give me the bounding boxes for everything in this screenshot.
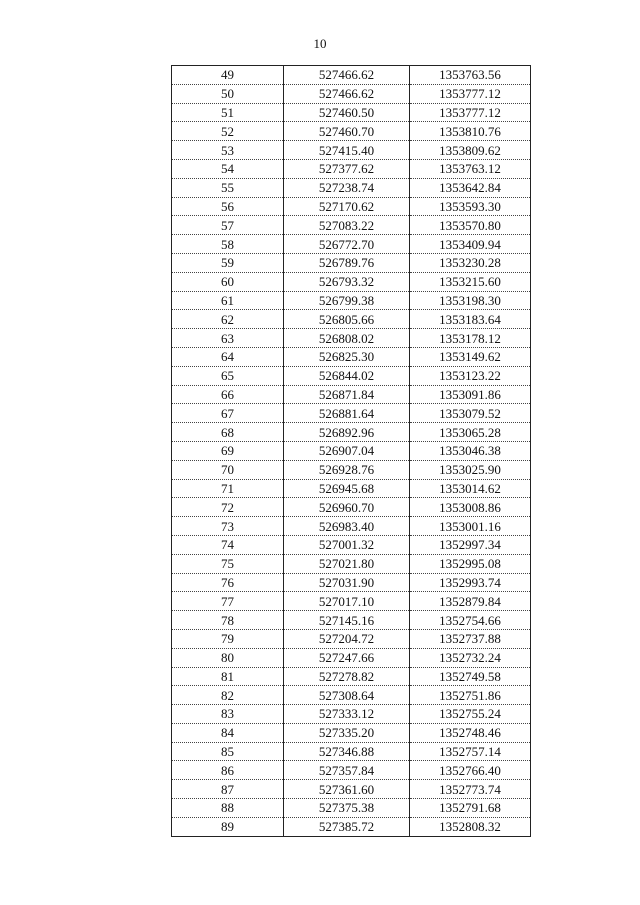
point-number-cell: 71 bbox=[172, 479, 284, 498]
x-coordinate-cell: 526871.84 bbox=[284, 385, 410, 404]
table-row bbox=[172, 235, 531, 254]
table-row bbox=[172, 310, 531, 329]
y-coordinate-cell: 1352997.34 bbox=[410, 535, 531, 554]
point-number-cell: 64 bbox=[172, 347, 284, 366]
table-row bbox=[172, 592, 531, 611]
point-number-cell: 66 bbox=[172, 385, 284, 404]
table-row bbox=[172, 66, 531, 85]
y-coordinate-cell: 1353046.38 bbox=[410, 441, 531, 460]
point-number-cell: 54 bbox=[172, 159, 284, 178]
y-coordinate-cell: 1353123.22 bbox=[410, 366, 531, 385]
x-coordinate-cell: 527308.64 bbox=[284, 686, 410, 705]
x-coordinate-cell: 526805.66 bbox=[284, 310, 410, 329]
table-row bbox=[172, 742, 531, 761]
point-number-cell: 69 bbox=[172, 441, 284, 460]
x-coordinate-cell: 527204.72 bbox=[284, 629, 410, 648]
y-coordinate-cell: 1352732.24 bbox=[410, 648, 531, 667]
x-coordinate-cell: 527017.10 bbox=[284, 592, 410, 611]
point-number-cell: 61 bbox=[172, 291, 284, 310]
y-coordinate-cell: 1353198.30 bbox=[410, 291, 531, 310]
table-row bbox=[172, 517, 531, 536]
x-coordinate-cell: 527001.32 bbox=[284, 535, 410, 554]
table-row bbox=[172, 441, 531, 460]
coordinates-table-body bbox=[172, 66, 531, 837]
table-row bbox=[172, 216, 531, 235]
point-number-cell: 57 bbox=[172, 216, 284, 235]
y-coordinate-cell: 1353065.28 bbox=[410, 423, 531, 442]
x-coordinate-cell: 526945.68 bbox=[284, 479, 410, 498]
y-coordinate-cell: 1352754.66 bbox=[410, 611, 531, 630]
point-number-cell: 82 bbox=[172, 686, 284, 705]
y-coordinate-cell: 1353763.12 bbox=[410, 159, 531, 178]
point-number-cell: 59 bbox=[172, 253, 284, 272]
table-row bbox=[172, 479, 531, 498]
point-number-cell: 86 bbox=[172, 761, 284, 780]
x-coordinate-cell: 526825.30 bbox=[284, 347, 410, 366]
x-coordinate-cell: 526960.70 bbox=[284, 498, 410, 517]
coordinates-table bbox=[171, 65, 531, 837]
table-row bbox=[172, 629, 531, 648]
table-row bbox=[172, 404, 531, 423]
table-row bbox=[172, 780, 531, 799]
point-number-cell: 77 bbox=[172, 592, 284, 611]
table-row bbox=[172, 253, 531, 272]
table-row bbox=[172, 197, 531, 216]
point-number-cell: 50 bbox=[172, 84, 284, 103]
x-coordinate-cell: 527021.80 bbox=[284, 554, 410, 573]
x-coordinate-cell: 526772.70 bbox=[284, 235, 410, 254]
point-number-cell: 76 bbox=[172, 573, 284, 592]
x-coordinate-cell: 527415.40 bbox=[284, 141, 410, 160]
y-coordinate-cell: 1353001.16 bbox=[410, 517, 531, 536]
y-coordinate-cell: 1352879.84 bbox=[410, 592, 531, 611]
point-number-cell: 88 bbox=[172, 799, 284, 818]
x-coordinate-cell: 526844.02 bbox=[284, 366, 410, 385]
table-row bbox=[172, 178, 531, 197]
x-coordinate-cell: 527278.82 bbox=[284, 667, 410, 686]
x-coordinate-cell: 527460.70 bbox=[284, 122, 410, 141]
table-row bbox=[172, 667, 531, 686]
y-coordinate-cell: 1352791.68 bbox=[410, 799, 531, 818]
point-number-cell: 84 bbox=[172, 723, 284, 742]
point-number-cell: 81 bbox=[172, 667, 284, 686]
point-number-cell: 70 bbox=[172, 460, 284, 479]
x-coordinate-cell: 526793.32 bbox=[284, 272, 410, 291]
point-number-cell: 55 bbox=[172, 178, 284, 197]
table-row bbox=[172, 84, 531, 103]
y-coordinate-cell: 1353777.12 bbox=[410, 103, 531, 122]
y-coordinate-cell: 1353014.62 bbox=[410, 479, 531, 498]
table-row bbox=[172, 460, 531, 479]
y-coordinate-cell: 1352751.86 bbox=[410, 686, 531, 705]
table-row bbox=[172, 329, 531, 348]
point-number-cell: 53 bbox=[172, 141, 284, 160]
y-coordinate-cell: 1353178.12 bbox=[410, 329, 531, 348]
y-coordinate-cell: 1353570.80 bbox=[410, 216, 531, 235]
y-coordinate-cell: 1352773.74 bbox=[410, 780, 531, 799]
table-row bbox=[172, 159, 531, 178]
x-coordinate-cell: 527170.62 bbox=[284, 197, 410, 216]
point-number-cell: 83 bbox=[172, 705, 284, 724]
x-coordinate-cell: 527385.72 bbox=[284, 817, 410, 836]
y-coordinate-cell: 1352749.58 bbox=[410, 667, 531, 686]
y-coordinate-cell: 1353810.76 bbox=[410, 122, 531, 141]
y-coordinate-cell: 1353008.86 bbox=[410, 498, 531, 517]
table-row bbox=[172, 686, 531, 705]
y-coordinate-cell: 1353149.62 bbox=[410, 347, 531, 366]
point-number-cell: 62 bbox=[172, 310, 284, 329]
y-coordinate-cell: 1352808.32 bbox=[410, 817, 531, 836]
y-coordinate-cell: 1353809.62 bbox=[410, 141, 531, 160]
y-coordinate-cell: 1353183.64 bbox=[410, 310, 531, 329]
y-coordinate-cell: 1353079.52 bbox=[410, 404, 531, 423]
y-coordinate-cell: 1353409.94 bbox=[410, 235, 531, 254]
table-row bbox=[172, 141, 531, 160]
x-coordinate-cell: 527031.90 bbox=[284, 573, 410, 592]
page-number: 10 bbox=[313, 36, 327, 51]
x-coordinate-cell: 526928.76 bbox=[284, 460, 410, 479]
point-number-cell: 78 bbox=[172, 611, 284, 630]
x-coordinate-cell: 527247.66 bbox=[284, 648, 410, 667]
point-number-cell: 79 bbox=[172, 629, 284, 648]
point-number-cell: 65 bbox=[172, 366, 284, 385]
y-coordinate-cell: 1352748.46 bbox=[410, 723, 531, 742]
y-coordinate-cell: 1352757.14 bbox=[410, 742, 531, 761]
table-row bbox=[172, 723, 531, 742]
point-number-cell: 51 bbox=[172, 103, 284, 122]
table-row bbox=[172, 366, 531, 385]
point-number-cell: 68 bbox=[172, 423, 284, 442]
point-number-cell: 56 bbox=[172, 197, 284, 216]
y-coordinate-cell: 1353777.12 bbox=[410, 84, 531, 103]
table-row bbox=[172, 291, 531, 310]
y-coordinate-cell: 1353593.30 bbox=[410, 197, 531, 216]
point-number-cell: 60 bbox=[172, 272, 284, 291]
point-number-cell: 67 bbox=[172, 404, 284, 423]
x-coordinate-cell: 527375.38 bbox=[284, 799, 410, 818]
table-row bbox=[172, 347, 531, 366]
x-coordinate-cell: 526881.64 bbox=[284, 404, 410, 423]
point-number-cell: 58 bbox=[172, 235, 284, 254]
x-coordinate-cell: 526789.76 bbox=[284, 253, 410, 272]
table-row bbox=[172, 705, 531, 724]
x-coordinate-cell: 527145.16 bbox=[284, 611, 410, 630]
point-number-cell: 85 bbox=[172, 742, 284, 761]
y-coordinate-cell: 1353215.60 bbox=[410, 272, 531, 291]
x-coordinate-cell: 526892.96 bbox=[284, 423, 410, 442]
y-coordinate-cell: 1352993.74 bbox=[410, 573, 531, 592]
point-number-cell: 80 bbox=[172, 648, 284, 667]
x-coordinate-cell: 527357.84 bbox=[284, 761, 410, 780]
point-number-cell: 75 bbox=[172, 554, 284, 573]
x-coordinate-cell: 527466.62 bbox=[284, 66, 410, 85]
table-row bbox=[172, 611, 531, 630]
x-coordinate-cell: 527377.62 bbox=[284, 159, 410, 178]
y-coordinate-cell: 1353642.84 bbox=[410, 178, 531, 197]
point-number-cell: 74 bbox=[172, 535, 284, 554]
table-row bbox=[172, 554, 531, 573]
point-number-cell: 73 bbox=[172, 517, 284, 536]
point-number-cell: 49 bbox=[172, 66, 284, 85]
table-row bbox=[172, 817, 531, 836]
y-coordinate-cell: 1352737.88 bbox=[410, 629, 531, 648]
x-coordinate-cell: 527238.74 bbox=[284, 178, 410, 197]
point-number-cell: 87 bbox=[172, 780, 284, 799]
x-coordinate-cell: 527083.22 bbox=[284, 216, 410, 235]
x-coordinate-cell: 526983.40 bbox=[284, 517, 410, 536]
y-coordinate-cell: 1352766.40 bbox=[410, 761, 531, 780]
x-coordinate-cell: 526808.02 bbox=[284, 329, 410, 348]
table-row bbox=[172, 272, 531, 291]
y-coordinate-cell: 1353763.56 bbox=[410, 66, 531, 85]
point-number-cell: 89 bbox=[172, 817, 284, 836]
x-coordinate-cell: 527333.12 bbox=[284, 705, 410, 724]
y-coordinate-cell: 1353025.90 bbox=[410, 460, 531, 479]
table-row bbox=[172, 385, 531, 404]
table-row bbox=[172, 648, 531, 667]
x-coordinate-cell: 527460.50 bbox=[284, 103, 410, 122]
x-coordinate-cell: 527361.60 bbox=[284, 780, 410, 799]
table-row bbox=[172, 799, 531, 818]
x-coordinate-cell: 527346.88 bbox=[284, 742, 410, 761]
table-row bbox=[172, 761, 531, 780]
table-row bbox=[172, 573, 531, 592]
table-row bbox=[172, 122, 531, 141]
table-row bbox=[172, 498, 531, 517]
table-row bbox=[172, 535, 531, 554]
y-coordinate-cell: 1352995.08 bbox=[410, 554, 531, 573]
y-coordinate-cell: 1353230.28 bbox=[410, 253, 531, 272]
point-number-cell: 52 bbox=[172, 122, 284, 141]
point-number-cell: 72 bbox=[172, 498, 284, 517]
x-coordinate-cell: 526907.04 bbox=[284, 441, 410, 460]
point-number-cell: 63 bbox=[172, 329, 284, 348]
x-coordinate-cell: 526799.38 bbox=[284, 291, 410, 310]
table-row bbox=[172, 103, 531, 122]
x-coordinate-cell: 527335.20 bbox=[284, 723, 410, 742]
y-coordinate-cell: 1352755.24 bbox=[410, 705, 531, 724]
x-coordinate-cell: 527466.62 bbox=[284, 84, 410, 103]
y-coordinate-cell: 1353091.86 bbox=[410, 385, 531, 404]
table-row bbox=[172, 423, 531, 442]
